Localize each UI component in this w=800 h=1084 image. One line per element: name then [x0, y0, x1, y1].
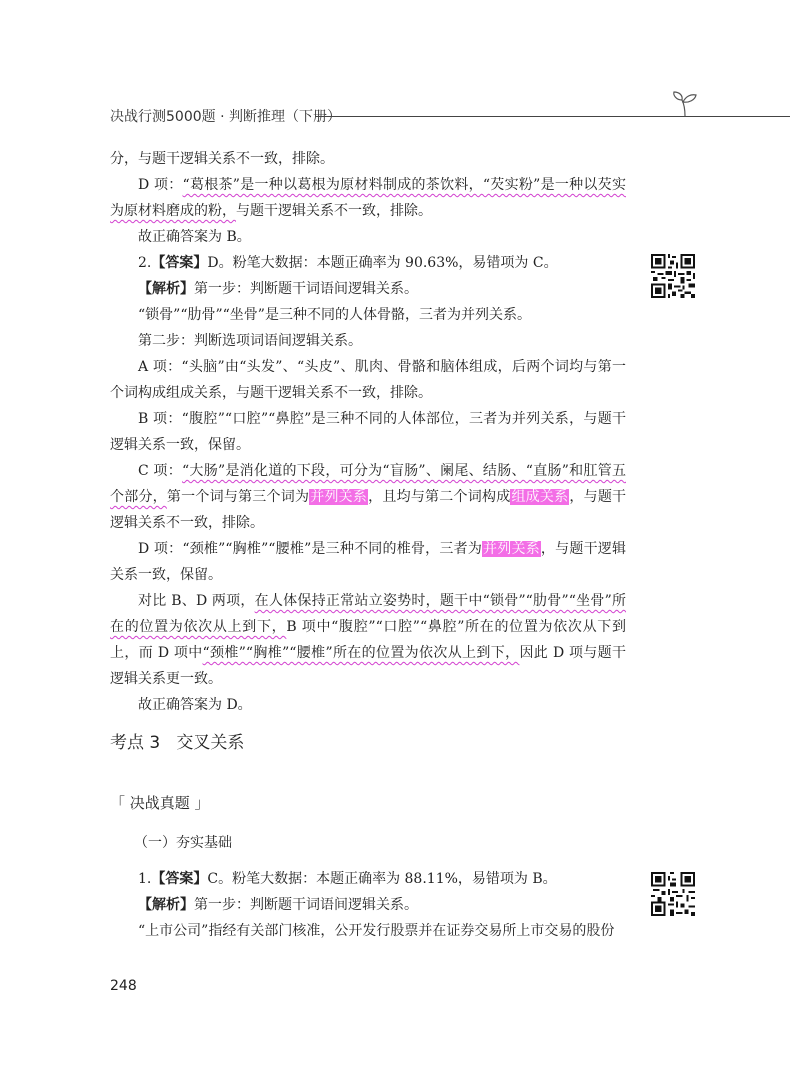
header-title: 决战行测5000题 · 判断推理（下册）	[110, 109, 341, 125]
question-1-analysis: 【解析】第一步：判断题干词语间逻辑关系。	[138, 897, 418, 913]
paragraph: 分，与题干逻辑关系不一致，排除。	[110, 151, 334, 167]
highlight-parallel: 并列关系	[310, 489, 368, 505]
answer-tag: 【答案】	[151, 255, 208, 271]
paragraph: 第二步：判断选项词语间逻辑关系。	[138, 333, 362, 349]
real-questions-title: 「 决战真题 」	[110, 794, 210, 812]
paragraph-option-d: D 项：“颈椎”“胸椎”“腰椎”是三种不同的椎骨，三者为并列关系，与题干逻辑关系一致，保留。	[110, 541, 627, 583]
body-text	[110, 146, 626, 718]
wavy-underline: “葛根茶”是一种以葛根为原材料制成的茶饮料，“芡实粉”是一种以芡实为原材料磨成的粉，	[110, 177, 626, 219]
page-number: 248	[110, 978, 137, 994]
question-1-answer: 1.【答案】C。粉笔大数据：本题正确率为 88.11%，易错项为 B。	[138, 871, 557, 887]
subsection-title: （一）夯实基础	[134, 835, 232, 851]
question-2-analysis: 【解析】第一步：判断题干词语间逻辑关系。	[138, 281, 418, 297]
wavy-underline: 在人体保持正常站立姿势时，题干中“锁骨”“肋骨”“坐骨”所在的位置为依次从上到下，	[110, 593, 626, 635]
paragraph: “上市公司”指经有关部门核准，公开发行股票并在证券交易所上市交易的股份	[138, 923, 615, 939]
paragraph-option-d: D 项：“葛根茶”是一种以葛根为原材料制成的茶饮料，“芡实粉”是一种以芡实为原材料磨成的粉，与题干逻辑关系不一致，排除。	[110, 177, 626, 219]
paragraph-comparison: 对比 B、D 两项，在人体保持正常站立姿势时，题干中“锁骨”“肋骨”“坐骨”所在的位置为依次从上到下，B 项中“腹腔”“口腔”“鼻腔”所在的位置为依次从下到上，而 D 项中“颈椎”“胸椎”“腰椎”所在的位置为依次从上到下，因此 D 项与题干逻辑关系更一致。	[110, 593, 627, 687]
question-2-answer: 2.【答案】D。粉笔大数据：本题正确率为 90.63%，易错项为 C。	[138, 255, 558, 271]
answer-tag: 【答案】	[151, 871, 208, 887]
running-header	[110, 104, 710, 128]
wavy-underline: “大肠”是消化道的下段，可分为“盲肠”、阑尾、结肠、“直肠”和肛管五个部分，	[110, 463, 626, 505]
paragraph: “锁骨”“肋骨”“坐骨”是三种不同的人体骨骼，三者为并列关系。	[138, 307, 531, 323]
analysis-tag: 【解析】	[138, 897, 194, 913]
header-rule	[315, 116, 790, 117]
analysis-tag: 【解析】	[138, 281, 194, 297]
answer-line: 故正确答案为 B。	[138, 229, 251, 245]
wavy-underline: “颈椎”“胸椎”“腰椎”所在的位置为依次从上到下，	[202, 645, 520, 661]
section-title: 考点 3 交叉关系	[110, 733, 245, 753]
paragraph-option-b: B 项：“腹腔”“口腔”“鼻腔”是三种不同的人体部位，三者为并列关系，与题干逻辑关系一致，保留。	[110, 411, 626, 453]
paragraph-option-a: A 项：“头脑”由“头发”、“头皮”、肌肉、骨骼和脑体组成，后两个词均与第一个词构成组成关系，与题干逻辑关系不一致，排除。	[110, 359, 626, 401]
qr-code-icon	[651, 872, 695, 916]
sprout-icon	[670, 88, 700, 118]
paragraph-option-c: C 项：“大肠”是消化道的下段，可分为“盲肠”、阑尾、结肠、“直肠”和肛管五个部分，第一个词与第三个词为并列关系，且均与第二个词构成组成关系，与题干逻辑关系不一致，排除。	[110, 463, 627, 531]
answer-line: 故正确答案为 D。	[138, 697, 252, 713]
qr-code-icon	[651, 254, 695, 298]
highlight-compose: 组成关系	[511, 489, 569, 505]
body-text-2	[110, 866, 626, 944]
highlight-parallel: 并列关系	[483, 541, 540, 557]
